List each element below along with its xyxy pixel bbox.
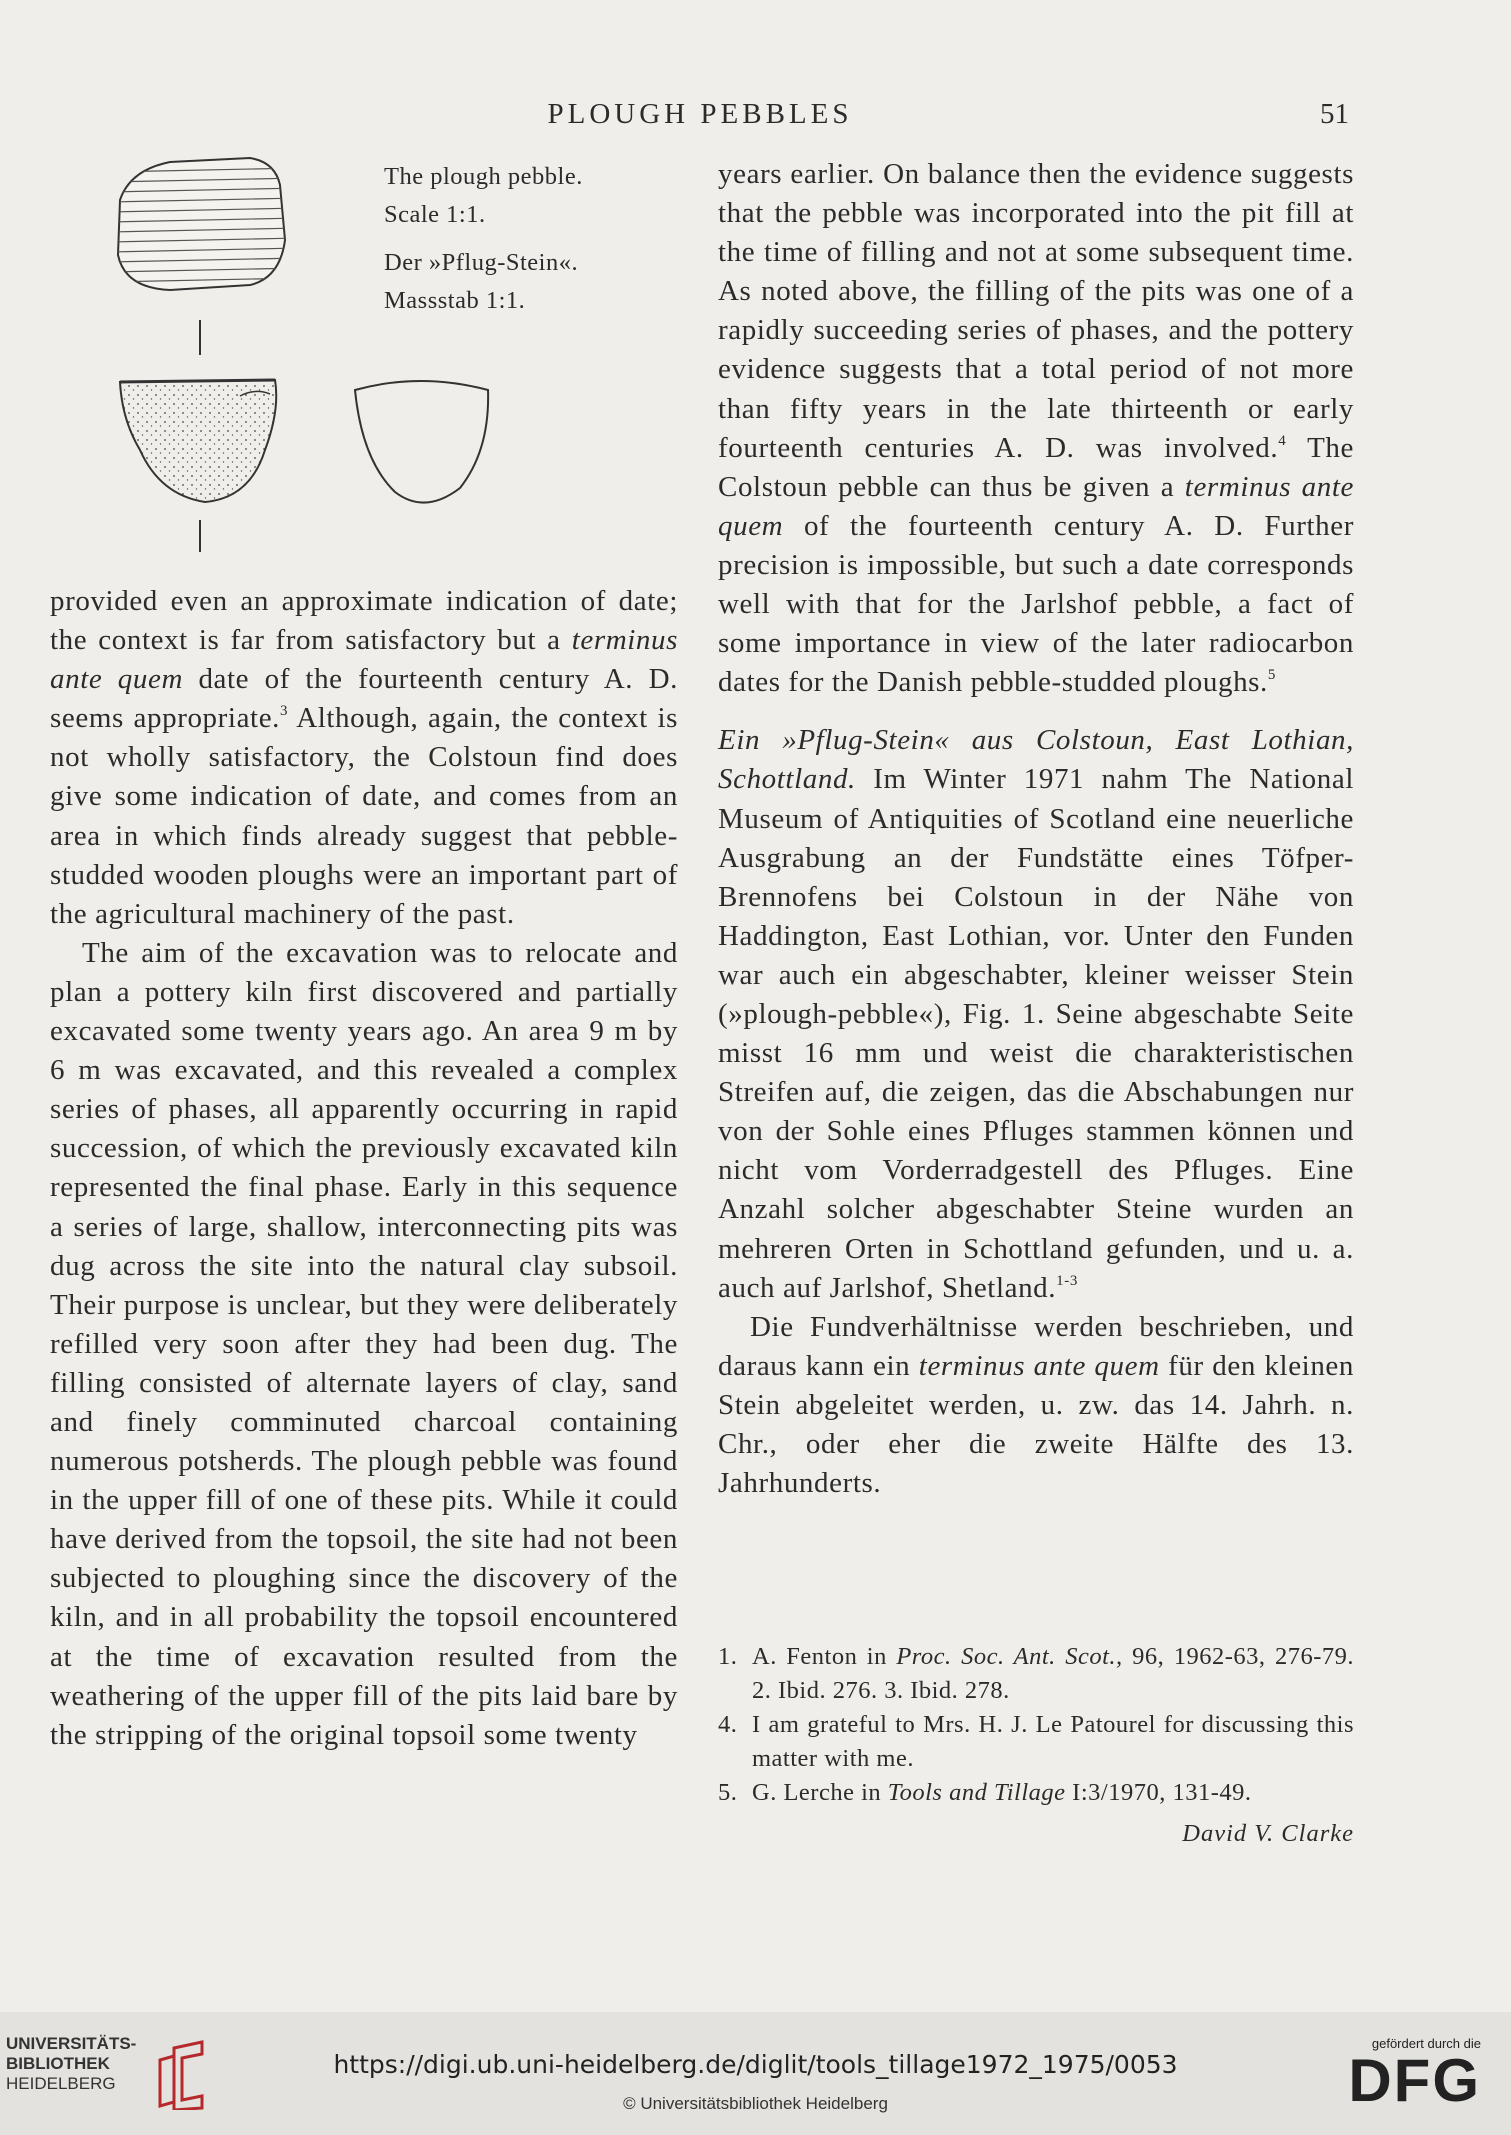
footnote-5: 5. G. Lerche in Tools and Tillage I:3/1970, 131-49. — [718, 1779, 1252, 1806]
library-logo[interactable]: UNIVERSITÄTS- BIBLIOTHEK HEIDELBERG — [6, 2034, 137, 2093]
footnote-1: 1. A. Fenton in Proc. Soc. Ant. Scot., 96, 1962-63, 276-79. 2. Ibid. 276. 3. Ibid. 278. — [718, 1643, 1354, 1704]
right-column — [718, 155, 1354, 1503]
german-summary-paragraph-1: Ein »Pflug-Stein« aus Colstoun, East Lothian, Schottland. Im Winter 1971 nahm The National Museum of Antiquities of Scotland eine neuerliche Ausgrabung an der Fundstätte eines Töfper-Brennofens bei Colstoun in der Nähe von Haddington, East Lothian, vor. Unter den Funden war auch ein abgeschabter, kleiner weisser Stein (»plough-pebble«), Fig. 1. Seine abgeschabte Seite misst 16 mm und weist die charakteristischen Streifen auf, die zeigen, das die Abschabungen nur von der Sohle eines Pfluges stammen können und nicht vom Vorderradgestell des Pfluges. Eine Anzahl solcher abgeschabter Steine wurden an mehreren Orten in Schottland gefunden, und u. a. auch auf Jarlshof, Shetland.$^{1-3}$ — [718, 724, 1354, 1304]
copyright-notice: © Universitätsbibliothek Heidelberg — [623, 2094, 888, 2113]
note-ref[interactable]: 3 — [280, 703, 289, 720]
left-paragraph-2: The aim of the excavation was to relocate and plan a pottery kiln first discovered and partially excavated some twenty years ago. An area 9 m by 6 m was excavated, and this revealed a complex series of phases, all apparently occurring in rapid succession, of which the previously excavated kiln represented the final phase. Early in this sequence a series of large, shallow, interconnecting pits was dug across the site into the natural clay subsoil. Their purpose is unclear, but they were deliberately refilled very soon after they had been dug. The filling consisted of alternate layers of clay, sand and finely comminuted charcoal containing numerous potsherds. The plough pebble was found in the upper fill of one of these pits. While it could have derived from the topsoil, the site had not been subjected to ploughing since the discovery of the kiln, and in all probability the topsoil encountered at the time of excavation resulted from the weathering of the upper fill of the pits laid bare by the stripping of the original topsoil some twenty — [50, 936, 678, 1751]
italic-phrase: terminus ante quem — [50, 624, 678, 696]
page-number: 51 — [1320, 98, 1349, 130]
caption-en-line-1: The plough pebble. — [384, 163, 583, 190]
source-url-link[interactable]: https://digi.ub.uni-heidelberg.de/diglit/tools_tillage1972_1975/0053 — [333, 2050, 1178, 2079]
footnotes — [718, 1640, 1354, 1810]
funder-logo[interactable]: gefördert durch die DFG — [1348, 2036, 1481, 2114]
figure-caption — [384, 158, 583, 320]
german-summary-heading: Ein »Pflug-Stein« aus Colstoun, East Lothian, Schottland. — [718, 724, 1354, 796]
pebble-top-view — [110, 158, 300, 290]
author-signature: David V. Clarke — [1182, 1820, 1354, 1847]
caption-en-line-2: Scale 1:1. — [384, 201, 486, 228]
note-ref[interactable]: 4 — [1278, 432, 1287, 449]
german-summary-paragraph-2: Die Fundverhältnisse werden beschrieben, und daraus kann ein terminus ante quem für den kleinen Stein abgeleitet werden, u. zw. das 14. Jahrh. n. Chr., oder eher die zweite Hälfte des 13. Jahrhunderts. — [718, 1310, 1355, 1500]
left-column — [50, 582, 678, 1755]
note-ref[interactable]: 1-3 — [1056, 1272, 1078, 1289]
left-paragraph-1: provided even an approximate indication of date; the context is far from satisfactory but a terminus ante quem date of the fourteenth century A. D. seems appropriate.$^3$ Although, again, the context is not wholly satisfactory, the Colstoun find does give some indication of date, and comes from an area in which finds already suggest that pebble-studded wooden ploughs were an important part of the agricultural machinery of the past. — [50, 585, 678, 930]
pebble-section-outline — [355, 381, 488, 503]
italic-phrase: terminus ante quem — [718, 470, 1354, 542]
right-paragraph-1: years earlier. On balance then the evidence suggests that the pebble was incorporated into the pit fill at the time of filling and not at some subsequent time. As noted above, the filling of the pits was one of a rapidly succeeding series of phases, and the pottery evidence suggests that a total period of not more than fifty years in the late thirteenth or early fourteenth centuries A. D. was involved.$^4$ The Colstoun pebble can thus be given a terminus ante quem of the fourteenth century A. D. Further precision is impossible, but such a date corresponds well with that for the Jarlshof pebble, a fact of some importance in view of the later radiocarbon dates for the Danish pebble-studded ploughs.$^5$ — [718, 158, 1355, 699]
footnote-4: 4. I am grateful to Mrs. H. J. Le Patourel for discussing this matter with me. — [718, 1711, 1354, 1772]
italic-phrase: terminus ante quem — [918, 1349, 1160, 1382]
running-title: PLOUGH PEBBLES — [547, 98, 853, 130]
caption-de-line-1: Der »Pflug-Stein«. — [384, 249, 579, 276]
caption-de-line-2: Massstab 1:1. — [384, 287, 526, 314]
note-ref[interactable]: 5 — [1267, 667, 1277, 684]
pebble-side-view — [120, 380, 276, 502]
